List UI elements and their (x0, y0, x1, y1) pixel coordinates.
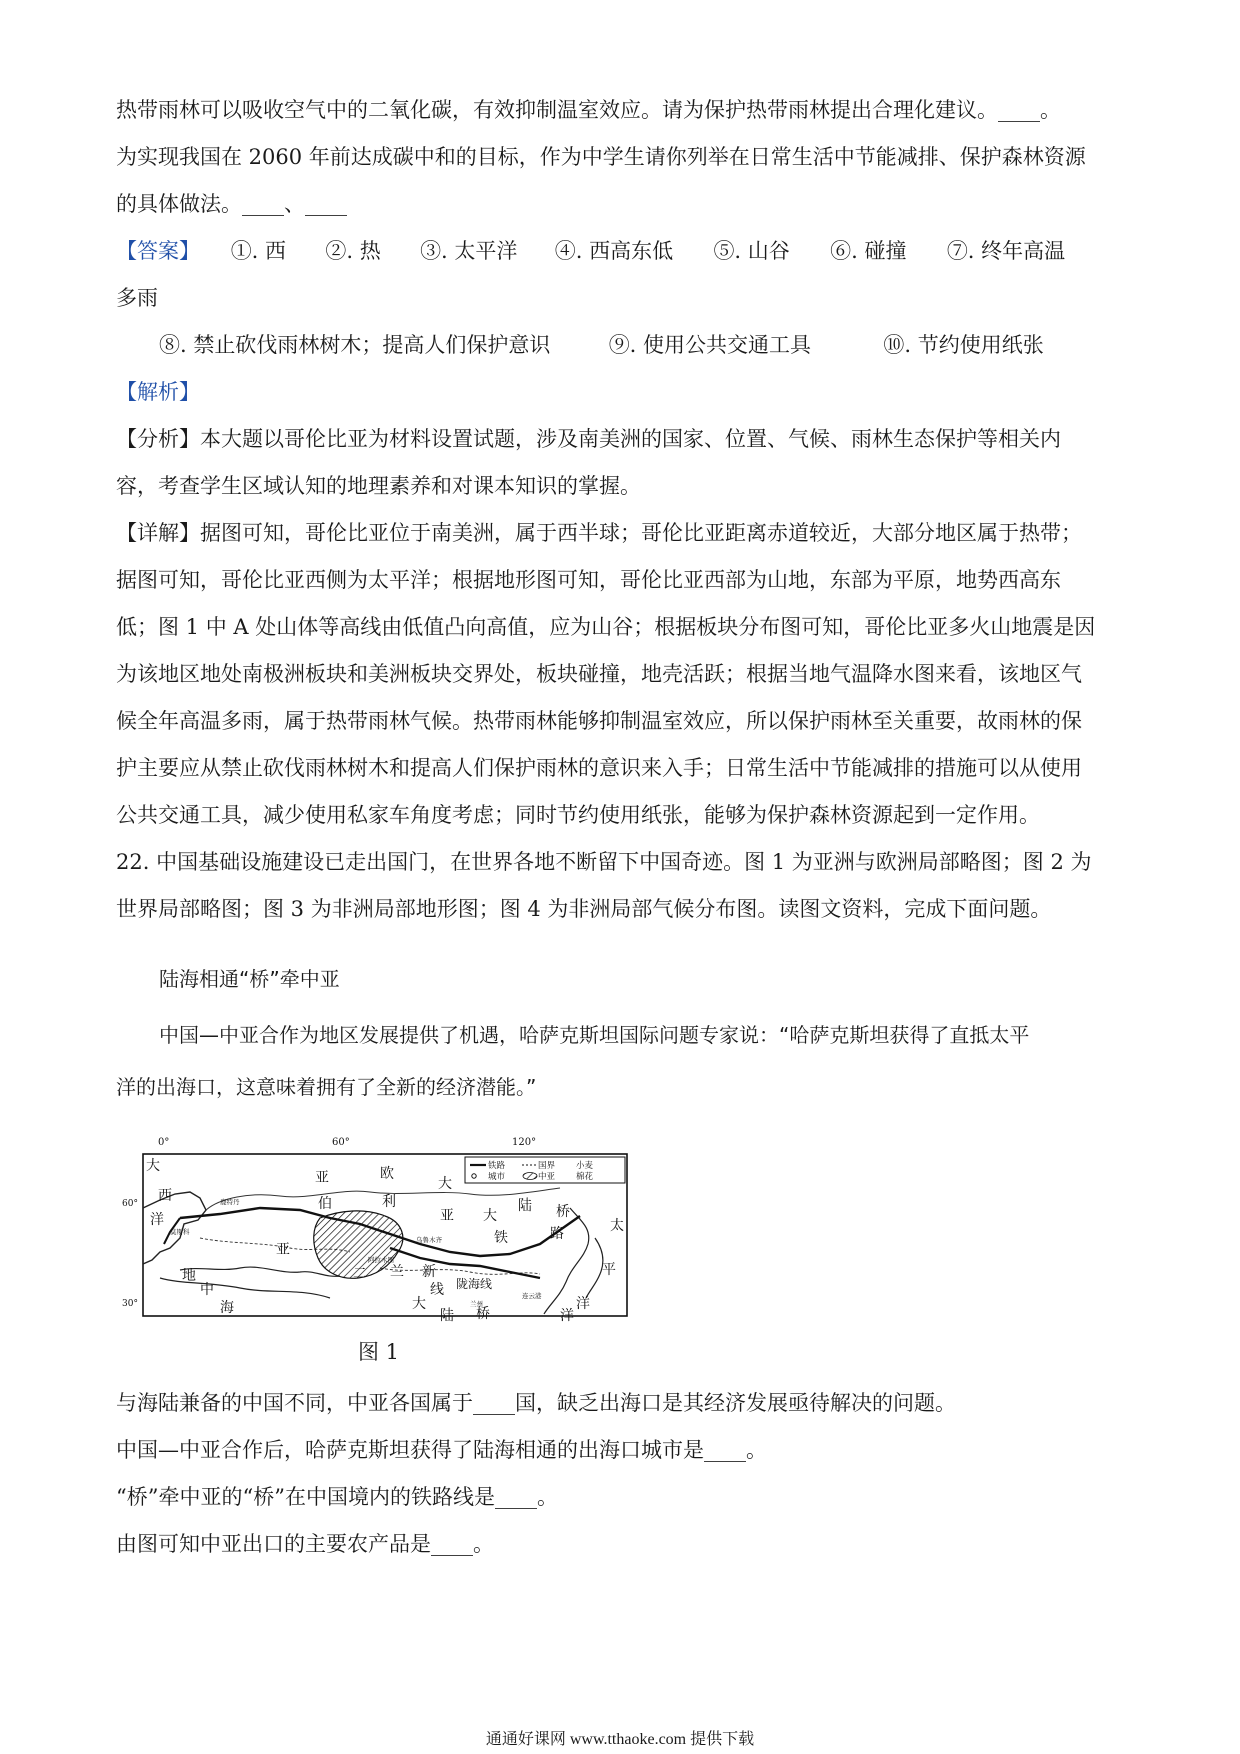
answer-item: ④. 西高东低 (554, 239, 674, 263)
text-line: 据图可知，哥伦比亚西侧为太平洋；根据地形图可知，哥伦比亚西部为山地，东部为平原，地势西高东 (116, 568, 1061, 592)
legend-label: 中亚 (538, 1172, 556, 1182)
question-line: 中国—中亚合作后，哈萨克斯坦获得了陆海相通的出海口城市是____。 (116, 1438, 767, 1462)
map-label: 陇海线 (456, 1277, 493, 1291)
map-label: 二 (353, 1266, 367, 1282)
text-line: 为该地区地处南极洲板块和美洲板块交界处，板块碰撞，地壳活跃；根据当地气温降水图来看，该地区气 (116, 662, 1082, 686)
map-label: 西 (158, 1188, 172, 1204)
map-lon-label: 60° (332, 1137, 350, 1148)
answer-row (159, 330, 1044, 360)
map-city-label: 连云港 (522, 1292, 542, 1300)
answer-item: ②. 热 (325, 239, 381, 263)
map-label: 兰 (390, 1264, 404, 1280)
answer-item: ①. 西 (230, 239, 287, 263)
map-lon-label: 0° (158, 1137, 170, 1148)
answer-item: ⑩. 节约使用纸张 (883, 333, 1044, 357)
map-label: 亚 (315, 1170, 329, 1186)
text-line: 【详解】据图可知，哥伦比亚位于南美洲，属于西半球；哥伦比亚距离赤道较近，大部分地区属于热带； (116, 521, 1082, 545)
map-label: 洋 (560, 1308, 574, 1324)
map-label: 中 (200, 1282, 214, 1298)
map-label: 洋 (150, 1212, 164, 1228)
map-label: 欧 (380, 1166, 394, 1182)
map-label: 新 (422, 1264, 436, 1280)
text-line: 容，考查学生区域认知的地理素养和对课本知识的掌握。 (116, 474, 641, 498)
map-lat-label: 30° (122, 1299, 138, 1309)
legend-label: 小麦 (576, 1161, 594, 1171)
text-line: 为实现我国在 2060 年前达成碳中和的目标，作为中学生请你列举在日常生活中节能减排、保护森林资源 (116, 145, 1086, 169)
map-label: 桥 (476, 1306, 490, 1322)
analysis-label: 【解析】 (116, 380, 200, 404)
legend-label: 城市 (488, 1172, 506, 1182)
legend-label: 铁路 (488, 1161, 506, 1171)
map-city-label: 兰州 (470, 1300, 483, 1308)
question-22: 世界局部略图；图 3 为非洲局部地形图；图 4 为非洲局部气候分布图。读图文资料，完成下面问题。 (116, 897, 1052, 921)
page-footer: 通通好课网 www.tthaoke.com 提供下载 (485, 1731, 755, 1748)
map-label: 平 (602, 1262, 616, 1278)
map-label: 大 (438, 1176, 452, 1192)
question-line: 由图可知中亚出口的主要农产品是____。 (116, 1532, 494, 1556)
map-label: 陆 (440, 1308, 454, 1324)
text-line: 候全年高温多雨，属于热带雨林气候。热带雨林能够抑制温室效应，所以保护雨林至关重要，故雨林的保 (116, 709, 1082, 733)
answer-item: ⑥. 碰撞 (830, 239, 907, 263)
map-label: 大 (412, 1296, 426, 1312)
legend-label: 国界 (538, 1161, 556, 1171)
map-label: 线 (430, 1282, 444, 1298)
map-lon-label: 120° (512, 1137, 537, 1148)
map-city-label: 鹿特丹 (220, 1198, 240, 1206)
map-label: 伯 (318, 1196, 332, 1212)
answer-label: 【答案】 (116, 239, 200, 263)
map-label: 大 (146, 1158, 160, 1174)
map-label: 亚 (276, 1242, 290, 1258)
map-label: 大 (483, 1208, 497, 1224)
map-label: 洋 (576, 1296, 590, 1312)
text-line: 的具体做法。____、____ (116, 192, 347, 216)
text-line: 公共交通工具，减少使用私家车角度考虑；同时节约使用纸张，能够为保护森林资源起到一定作用。 (116, 803, 1040, 827)
answer-item: ③. 太平洋 (420, 239, 518, 263)
answer-continued: 多雨 (116, 286, 158, 310)
figure-caption: 图 1 (358, 1340, 400, 1364)
reading-paragraph: 中国—中亚合作为地区发展提供了机遇，哈萨克斯坦国际问题专家说：“哈萨克斯坦获得了直抵太平 (159, 1023, 1030, 1047)
map-label: 地 (182, 1268, 196, 1284)
legend-label: 棉花 (576, 1172, 594, 1182)
answer-item: ⑤. 山谷 (713, 239, 790, 263)
answer-item: ⑨. 使用公共交通工具 (608, 333, 812, 357)
map-label: 太 (610, 1218, 624, 1234)
text-line: 低；图 1 中 A 处山体等高线由低值凸向高值，应为山谷；根据板块分布图可知，哥伦比亚多火山地震是因 (116, 615, 1096, 639)
eurasia-map (122, 1137, 633, 1324)
question-line: 与海陆兼备的中国不同，中亚各国属于____国，缺乏出海口是其经济发展亟待解决的问题。 (116, 1391, 956, 1415)
reading-title: 陆海相通“桥”牵中亚 (159, 967, 340, 991)
question-22: 22. 中国基础设施建设已走出国门，在世界各地不断留下中国奇迹。图 1 为亚洲与欧洲局部略图；图 2 为 (116, 850, 1092, 874)
map-label: 陆 (518, 1198, 532, 1214)
map-label: 亚 (440, 1208, 454, 1224)
map-city-label: 莫斯科 (170, 1228, 190, 1236)
map-city-label: 乌鲁木齐 (416, 1236, 442, 1244)
map-lat-label: 60° (122, 1199, 138, 1209)
map-label: 海 (220, 1300, 234, 1316)
text-line: 【分析】本大题以哥伦比亚为材料设置试题，涉及南美洲的国家、位置、气候、雨林生态保护等相关内 (116, 427, 1061, 451)
reading-paragraph: 洋的出海口，这意味着拥有了全新的经济潜能。” (116, 1075, 537, 1099)
text-line: 热带雨林可以吸收空气中的二氧化碳，有效抑制温室效应。请为保护热带雨林提出合理化建议。____。 (116, 98, 1061, 122)
map-label: 路 (550, 1226, 564, 1242)
map-city-label: 阿拉木图 (368, 1256, 394, 1264)
answer-item: ⑧. 禁止砍伐雨林树木；提高人们保护意识 (159, 333, 551, 357)
question-line: “桥”牵中亚的“桥”在中国境内的铁路线是____。 (116, 1485, 558, 1509)
map-label: 利 (382, 1194, 396, 1210)
answer-item: ⑦. 终年高温 (946, 239, 1066, 263)
map-label: 桥 (556, 1204, 570, 1220)
map-label: 铁 (494, 1230, 508, 1246)
answer-row (116, 236, 1065, 266)
text-line: 护主要应从禁止砍伐雨林树木和提高人们保护雨林的意识来入手；日常生活中节能减排的措施可以从使用 (116, 756, 1082, 780)
